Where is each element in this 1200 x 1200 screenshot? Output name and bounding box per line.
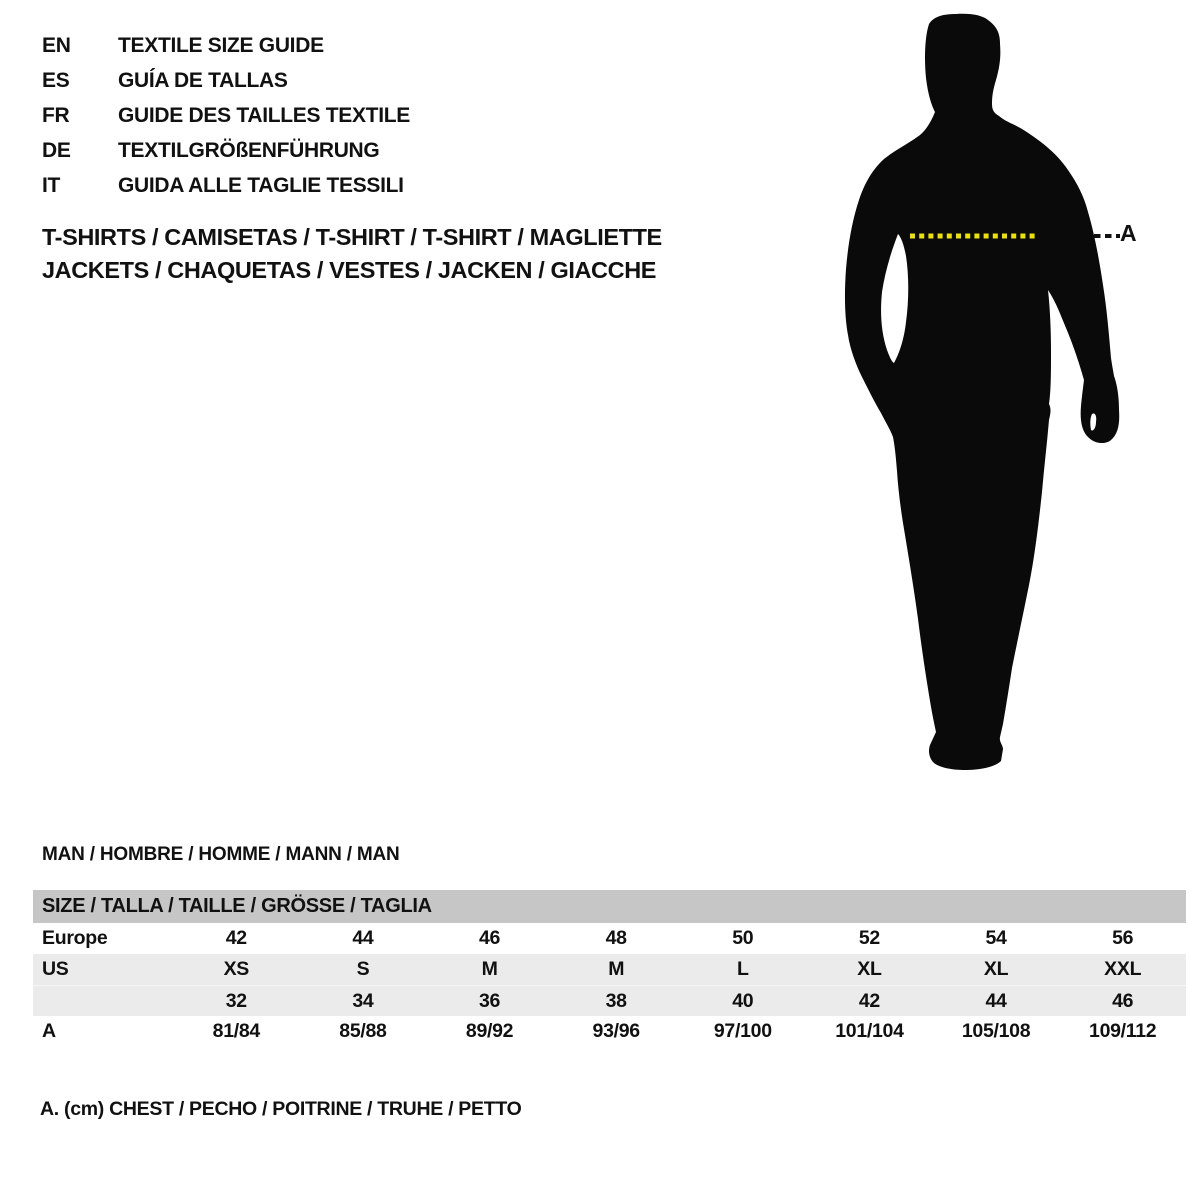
size-table-rows [33,923,1186,1047]
size-cell: 97/100 [713,1020,772,1042]
size-cell: 52 [858,927,880,949]
size-cell: 32 [225,989,247,1012]
size-cell: L [737,958,749,980]
size-table [33,890,1186,1047]
size-row-label: A [42,1020,56,1042]
size-cell: 85/88 [339,1020,387,1042]
size-cell: 81/84 [212,1020,260,1042]
size-cell: 42 [858,989,880,1012]
size-cell: 56 [1112,927,1134,949]
language-row [42,98,410,133]
category-line-jackets: JACKETS / CHAQUETAS / VESTES / JACKEN / GIACCHE [42,257,657,283]
language-row [42,28,410,63]
man-silhouette-body [845,14,1119,770]
language-row [42,133,410,168]
size-cell: 46 [479,927,501,949]
language-label: GUÍA DE TALLAS [118,69,288,92]
man-section-title: MAN / HOMBRE / HOMME / MANN / MAN [42,844,400,865]
size-table-header: SIZE / TALLA / TAILLE / GRÖSSE / TAGLIA [33,890,1186,923]
size-cell: S [356,958,370,980]
size-cell: 38 [605,989,627,1012]
size-cell: 40 [732,989,754,1012]
language-label: GUIDA ALLE TAGLIE TESSILI [118,174,404,197]
size-cell: XXL [1104,958,1142,980]
size-table-row [33,1016,1186,1047]
size-cell: XL [857,958,882,980]
size-cell: 101/104 [835,1020,904,1042]
size-cell: 44 [352,927,374,949]
language-code: IT [42,174,61,197]
language-label: TEXTILGRÖßENFÜHRUNG [118,139,380,162]
language-row [42,168,410,203]
size-cell: 54 [985,927,1007,949]
category-line-tshirts: T-SHIRTS / CAMISETAS / T-SHIRT / T-SHIRT / MAGLIETTE [42,224,662,250]
category-lines [42,221,662,287]
language-code: ES [42,69,70,92]
size-cell: 44 [985,989,1007,1012]
measure-label-a: A [1120,220,1137,246]
size-cell: 34 [352,989,374,1012]
size-cell: 48 [605,927,627,949]
size-cell: 93/96 [592,1020,640,1042]
size-cell: 42 [225,927,247,949]
size-row-label: US [42,958,69,980]
man-silhouette-figure [820,0,1200,800]
size-cell: XL [983,958,1009,980]
language-row [42,63,410,98]
size-row-label: Europe [42,927,108,949]
language-label: GUIDE DES TAILLES TEXTILE [118,104,410,127]
size-cell: 46 [1112,989,1134,1012]
size-table-row [33,985,1186,1016]
size-cell: XS [223,958,250,980]
size-cell: 89/92 [465,1020,514,1042]
size-cell: 36 [479,989,501,1012]
size-cell: 105/108 [961,1020,1031,1042]
size-cell: M [481,958,498,980]
language-label: TEXTILE SIZE GUIDE [118,34,324,57]
language-code: DE [42,139,71,162]
language-code: EN [42,34,71,57]
size-table-row [33,954,1186,985]
language-list [42,28,410,203]
measurement-footnote: A. (cm) CHEST / PECHO / POITRINE / TRUHE / PETTO [40,1098,522,1120]
size-cell: M [608,958,625,980]
man-silhouette [820,0,1200,800]
language-code: FR [42,104,70,127]
size-cell: 50 [732,927,754,949]
size-cell: 109/112 [1089,1020,1157,1042]
size-table-row [33,923,1186,954]
